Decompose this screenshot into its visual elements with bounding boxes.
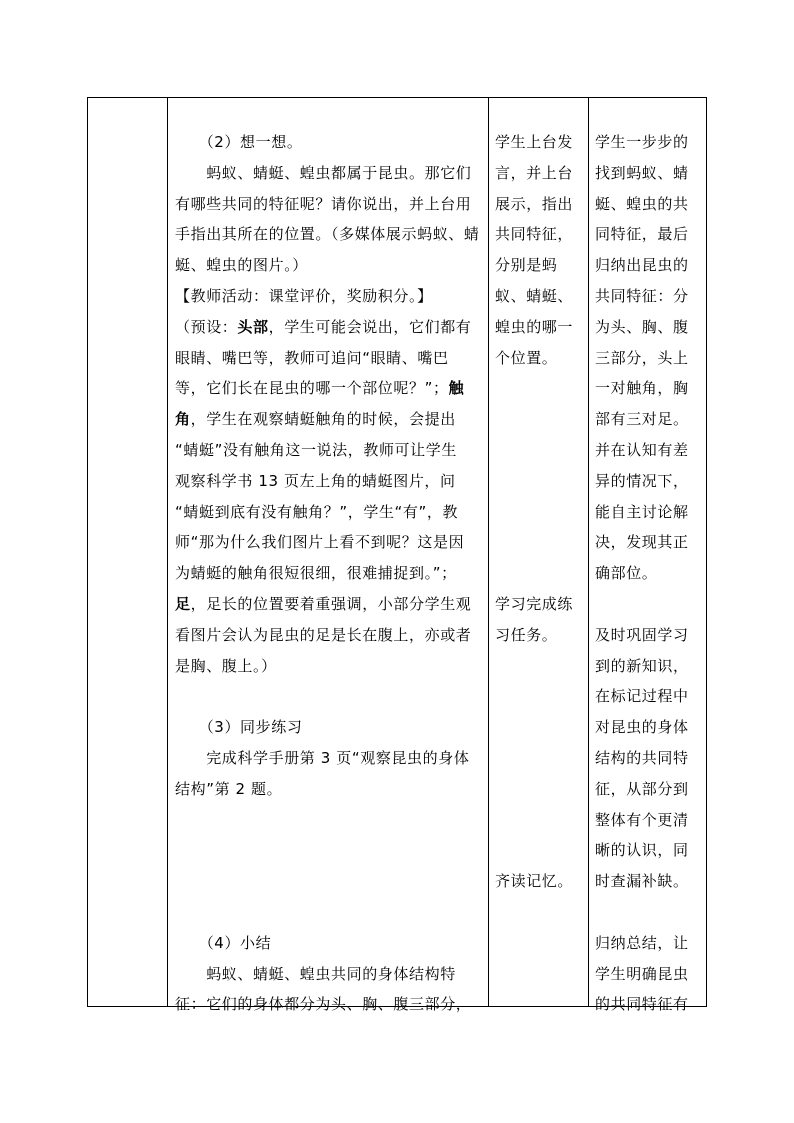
- text-line: [495, 497, 585, 528]
- text-segment: 蚂蚁、蜻蜓、蝗虫都属于昆虫。那它们: [175, 163, 472, 182]
- text-segment: （3）同步练习: [175, 718, 303, 737]
- column-divider: [488, 97, 489, 1007]
- text-line: [175, 343, 485, 374]
- text-line: [175, 312, 485, 343]
- text-line: [495, 774, 585, 805]
- text-line: [495, 435, 585, 466]
- text-segment: （2）想一想。: [175, 133, 303, 151]
- text-line: 一对触角，胸: [595, 379, 689, 398]
- text-line: 时查漏补缺。: [595, 872, 689, 891]
- text-line: 蜓、蝗虫的共: [595, 194, 689, 213]
- text-line: 分别是蚂: [495, 256, 558, 275]
- text-line: 确部位。: [595, 564, 658, 583]
- text-line: [175, 527, 485, 558]
- text-line: [175, 127, 485, 158]
- text-line: [175, 435, 485, 466]
- text-segment: 是胸、腹上。）: [175, 656, 277, 675]
- text-line: 在标记过程中: [595, 687, 689, 706]
- text-line: [495, 835, 585, 866]
- text-line: 并在认知有差: [595, 440, 689, 459]
- bold-keyword: 足: [175, 594, 191, 613]
- text-segment: 为蜻蜓的触角很短很细，很难捕捉到。”；: [175, 564, 457, 583]
- text-segment: 眼睛、嘴巴等，教师可追问“眼睛、嘴巴: [175, 348, 449, 367]
- text-line: [175, 558, 485, 589]
- text-line: 归纳总结，让: [595, 933, 689, 952]
- text-line: 齐读记忆。: [495, 872, 574, 891]
- text-line: 整体有个更清: [595, 810, 689, 829]
- text-line: [175, 219, 485, 250]
- text-segment: ，学生在观察蜻蜓触角的时候，会提出: [190, 410, 456, 429]
- design-intent-column: [595, 127, 705, 1020]
- text-segment: “蜻蜓到底有没有触角？”，学生“有”，教: [175, 502, 459, 521]
- text-segment: “蜻蜓”没有触角这一说法，教师可让学生: [175, 440, 457, 459]
- column-divider: [167, 97, 168, 1007]
- text-line: [175, 989, 485, 1020]
- text-line: [495, 805, 585, 836]
- text-line: 结构的共同特: [595, 748, 689, 767]
- text-line: [595, 897, 705, 928]
- text-segment: 手指出其所在的位置。（多媒体展示蚂蚁、蜻: [175, 225, 480, 244]
- text-segment: 看图片会认为昆虫的足是长在腹上，亦或者: [175, 625, 472, 644]
- text-line: [495, 466, 585, 497]
- text-line: [175, 466, 485, 497]
- text-segment: 完成科学手册第 3 页“观察昆虫的身体: [175, 748, 470, 767]
- text-line: [175, 158, 485, 189]
- text-line: 同特征，最后: [595, 225, 689, 244]
- text-segment: （预设：: [175, 317, 238, 336]
- text-segment: 观察科学书 13 页左上角的蜻蜓图片，问: [175, 471, 456, 490]
- text-line: 到的新知识，: [595, 656, 689, 675]
- text-segment: 征：它们的身体都分为头、胸、腹三部分，: [175, 995, 472, 1014]
- text-line: 言，并上台: [495, 163, 574, 182]
- text-line: 学生上台发: [495, 133, 574, 151]
- text-line: [495, 373, 585, 404]
- text-line: 学生明确昆虫: [595, 964, 689, 983]
- text-line: 能自主讨论解: [595, 502, 689, 521]
- text-line: 为头、胸、腹: [595, 317, 689, 336]
- text-segment: 结构”第 2 题。: [175, 779, 283, 798]
- text-line: 个位置。: [495, 348, 558, 367]
- text-line: 找到蚂蚁、蜻: [595, 163, 689, 182]
- text-line: [175, 651, 485, 682]
- bold-keyword: 触: [448, 379, 465, 398]
- text-line: [175, 281, 485, 312]
- bold-keyword: 头部: [237, 317, 269, 336]
- text-line: [495, 681, 585, 712]
- text-segment: ，足长的位置要着重强调，小部分学生观: [190, 594, 472, 613]
- text-line: [175, 373, 485, 404]
- text-line: 三部分，头上: [595, 348, 689, 367]
- text-line: [175, 774, 485, 805]
- text-line: 的共同特征有: [595, 995, 689, 1014]
- text-line: 晰的认识，同: [595, 841, 689, 860]
- text-line: 学习完成练: [495, 594, 574, 613]
- text-line: 部有三对足。: [595, 410, 689, 429]
- text-line: 共同特征：分: [595, 286, 689, 305]
- text-line: [495, 404, 585, 435]
- text-line: 习任务。: [495, 625, 558, 644]
- text-line: 蝗虫的哪一: [495, 317, 574, 336]
- text-line: [495, 743, 585, 774]
- text-segment: 师“那为什么我们图片上看不到呢？这是因: [175, 533, 465, 552]
- text-line: [175, 866, 485, 897]
- teacher-activity-column: [175, 127, 485, 1020]
- text-line: [175, 712, 485, 743]
- text-line: [175, 897, 485, 928]
- text-line: 归纳出昆虫的: [595, 256, 689, 275]
- text-segment: 有哪些共同的特征呢？请你说出，并上台用: [175, 194, 472, 213]
- text-segment: （4）小结: [175, 933, 272, 952]
- column-divider: [588, 97, 589, 1007]
- text-segment: 【教师活动：课堂评价，奖励积分。】: [175, 286, 433, 305]
- text-line: 共同特征，: [495, 225, 574, 244]
- text-segment: 蚂蚁、蜻蜓、蝗虫共同的身体结构特: [175, 964, 456, 983]
- text-line: 决，发现其正: [595, 533, 689, 552]
- text-line: [175, 681, 485, 712]
- text-segment: 等，它们长在昆虫的哪一个部位呢？”；: [175, 379, 449, 398]
- bold-keyword: 角: [175, 410, 191, 429]
- student-activity-column: [495, 127, 585, 897]
- text-line: 及时巩固学习: [595, 625, 689, 644]
- text-segment: 蜓、蝗虫的图片。）: [175, 256, 308, 275]
- text-line: [175, 620, 485, 651]
- text-line: [495, 558, 585, 589]
- text-line: 对昆虫的身体: [595, 718, 689, 737]
- text-line: 学生一步步的: [595, 133, 689, 151]
- text-line: [175, 959, 485, 990]
- text-line: [175, 928, 485, 959]
- text-line: [175, 250, 485, 281]
- text-line: [495, 712, 585, 743]
- text-line: [595, 589, 705, 620]
- text-line: [495, 527, 585, 558]
- text-line: [175, 805, 485, 836]
- text-line: [175, 589, 485, 620]
- text-segment: ，学生可能会说出，它们都有: [268, 317, 472, 336]
- text-line: [175, 497, 485, 528]
- text-line: [495, 651, 585, 682]
- text-line: 征，从部分到: [595, 779, 689, 798]
- text-line: 异的情况下，: [595, 471, 689, 490]
- text-line: [175, 835, 485, 866]
- text-line: 蚁、蜻蜓、: [495, 286, 574, 305]
- text-line: 展示，指出: [495, 194, 574, 213]
- text-line: [175, 189, 485, 220]
- text-line: [175, 743, 485, 774]
- text-line: [175, 404, 485, 435]
